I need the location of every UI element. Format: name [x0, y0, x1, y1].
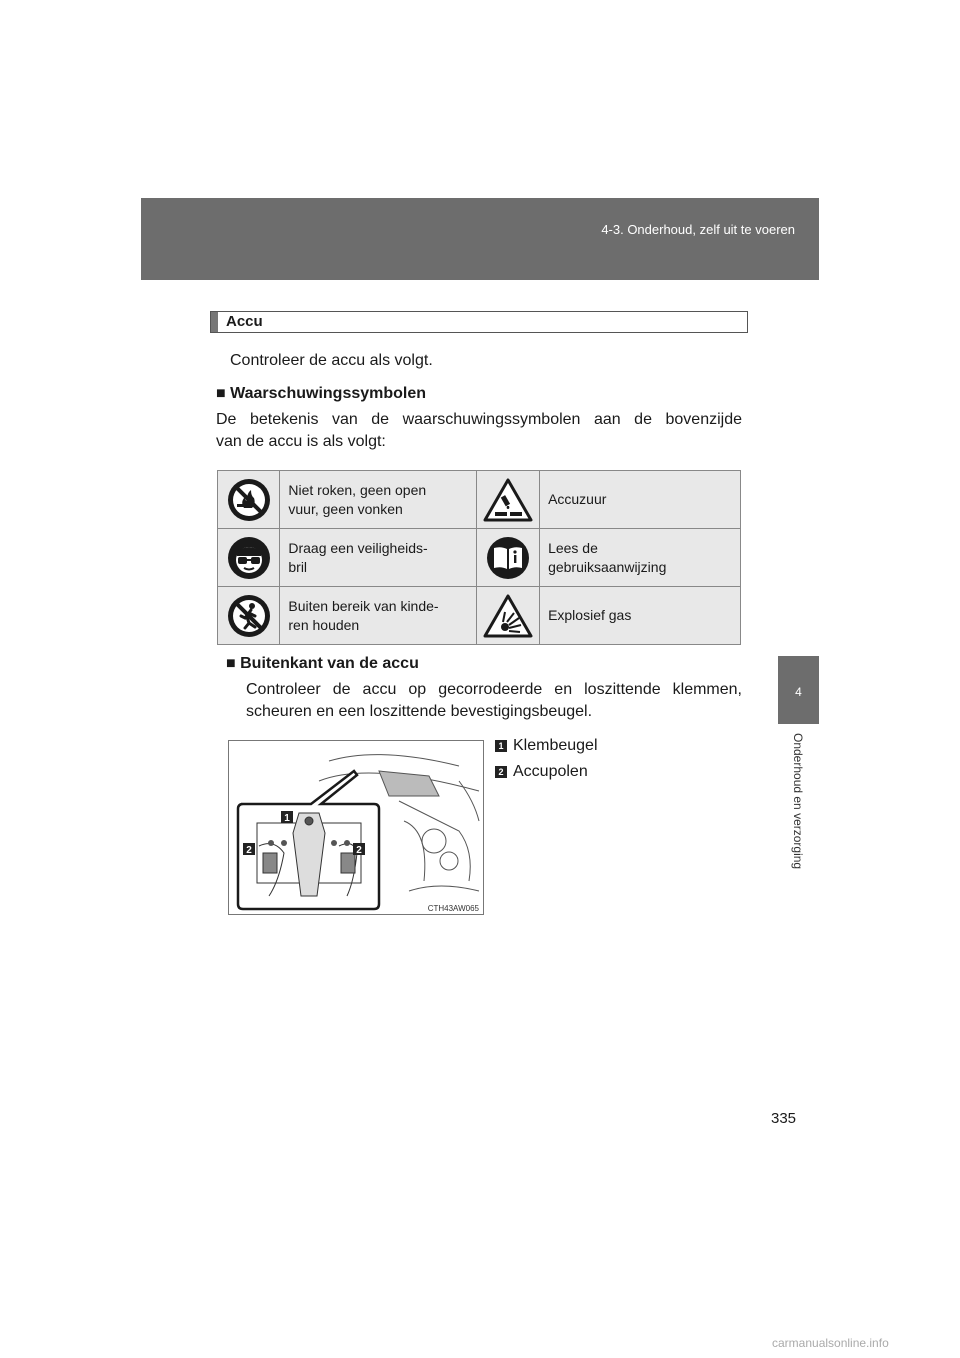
figure-badge: 2 — [246, 845, 252, 856]
warnings-text-line1: De betekenis van de waarschuwingssymbolen aan de bovenzijde — [216, 411, 742, 428]
safety-goggles-icon — [218, 529, 280, 587]
table-row — [218, 587, 741, 645]
symbol-label: Explosief gas — [540, 587, 741, 645]
exterior-heading — [226, 653, 419, 675]
chapter-number: 4 — [795, 685, 802, 699]
figure-badge: 2 — [356, 845, 362, 856]
exterior-heading-text: Buitenkant van de accu — [240, 655, 419, 672]
intro-text: Controleer de accu als volgt. — [230, 352, 433, 369]
figure-badge: 1 — [284, 813, 290, 824]
chapter-tab — [778, 656, 819, 724]
page-number: 335 — [771, 1110, 797, 1127]
section-title-box — [210, 311, 748, 333]
chapter-header — [141, 198, 819, 280]
bullet-square: ■ — [216, 385, 226, 402]
callout-badge: 2 — [495, 766, 507, 778]
callout-badge: 1 — [495, 740, 507, 752]
callout-label: Accupolen — [513, 763, 588, 780]
read-manual-icon — [477, 529, 540, 587]
section-title: Accu — [226, 313, 263, 330]
table-row — [218, 471, 741, 529]
explosive-gas-icon — [477, 587, 540, 645]
warnings-heading — [216, 383, 426, 405]
table-row — [218, 529, 741, 587]
chapter-side-label: Onderhoud en verzorging — [791, 733, 805, 870]
warnings-heading-text: Waarschuwingssymbolen — [230, 385, 427, 402]
callout-accupolen — [495, 763, 588, 781]
figure-code: CTH43AW065 — [427, 904, 479, 913]
watermark: carmanualsonline.info — [772, 1336, 889, 1350]
battery-illustration — [228, 740, 484, 915]
exterior-text-line1: Controleer de accu op gecorrodeerde en loszittende klemmen, — [246, 681, 742, 698]
chapter-section-title: 4-3. Onderhoud, zelf uit te voeren — [601, 222, 795, 237]
no-smoking-icon — [218, 471, 280, 529]
symbol-label: Niet roken, geen open vuur, geen vonken — [280, 471, 477, 529]
bullet-square: ■ — [226, 655, 236, 672]
warnings-text-line2: van de accu is als volgt: — [216, 433, 386, 450]
exterior-text-line2: scheuren en een loszittende bevestigingsbeugel. — [246, 703, 593, 720]
symbol-label: Draag een veiligheids- bril — [280, 529, 477, 587]
battery-acid-icon — [477, 471, 540, 529]
callout-klembeugel — [495, 737, 598, 755]
symbol-label: Lees de gebruiksaanwijzing — [540, 529, 741, 587]
symbol-label: Buiten bereik van kinde- ren houden — [280, 587, 477, 645]
keep-away-children-icon — [218, 587, 280, 645]
callout-label: Klembeugel — [513, 737, 598, 754]
section-title-bar — [211, 312, 218, 332]
warning-symbols-table — [217, 470, 741, 645]
symbol-label: Accuzuur — [540, 471, 741, 529]
